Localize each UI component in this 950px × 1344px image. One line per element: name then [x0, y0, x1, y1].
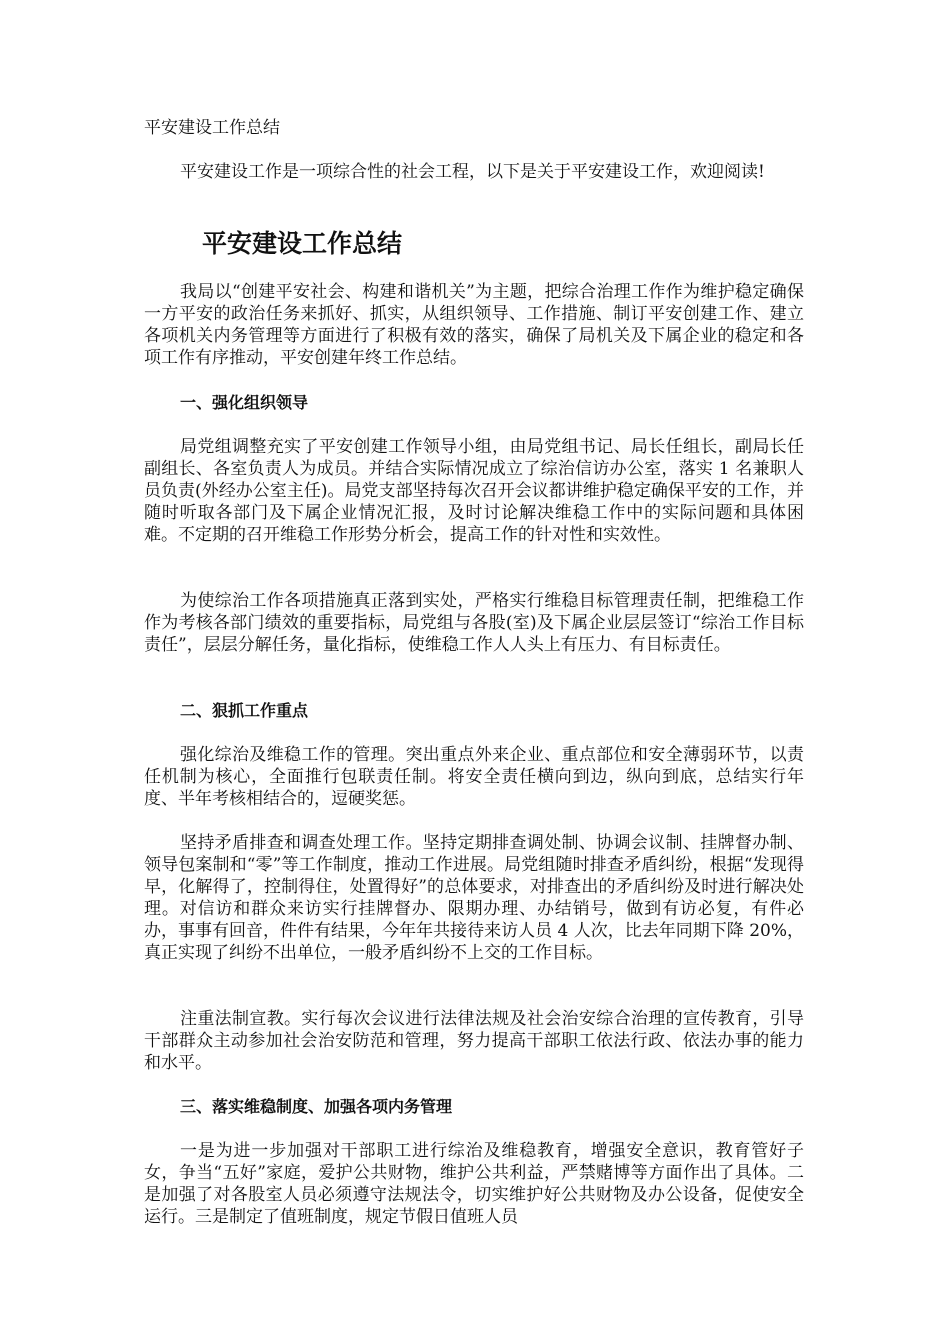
section-heading-2	[144, 700, 804, 722]
main-title: 平安建设工作总结	[202, 229, 403, 258]
body-paragraph-1	[144, 436, 804, 546]
paragraph-text: 为使综治工作各项措施真正落到实处，严格实行维稳目标管理责任制，把维稳工作作为考核各部门绩效的重要指标，局党组与各股(室)及下属企业层层签订“综治工作目标责任”，层层分解任务，量化指标，使维稳工作人人头上有压力、有目标责任。	[144, 591, 804, 655]
paragraph-text: 强化综治及维稳工作的管理。突出重点外来企业、重点部位和安全薄弱环节，以责任机制为核心，全面推行包联责任制。将安全责任横向到边，纵向到底，总结实行年度、半年考核相结合的，逗硬奖惩。	[144, 745, 804, 809]
paragraph-text: 一是为进一步加强对干部职工进行综治及维稳教育，增强安全意识，教育管好子女，争当“五好”家庭，爱护公共财物，维护公共利益，严禁赌博等方面作出了具体。二是加强了对各股室人员必须遵守法规法令，切实维护好公共财物及办公设备，促使安全运行。三是制定了值班制度，规定节假日值班人员	[144, 1141, 804, 1227]
intro-paragraph: 平安建设工作是一项综合性的社会工程，以下是关于平安建设工作，欢迎阅读!	[180, 162, 765, 182]
paragraph-text: 局党组调整充实了平安创建工作领导小组，由局党组书记、局长任组长，副局长任副组长、各室负责人为成员。并结合实际情况成立了综治信访办公室，落实 1 名兼职人员负责(外经办公室主任)。局党支部坚持每次召开会议都讲维护稳定确保平安的工作，并随时听取各部门及下属企业情况汇报，及时讨论解决维稳工作中的实际问题和具体困难。不定期的召开维稳工作形势分析会，提高工作的针对性和实效性。	[144, 437, 804, 545]
heading-text: 一、强化组织领导	[180, 393, 309, 412]
heading-text: 三、落实维稳制度、加强各项内务管理	[180, 1097, 453, 1116]
body-paragraph-5	[144, 1008, 804, 1074]
heading-text: 二、狠抓工作重点	[180, 701, 309, 720]
section-heading-1	[144, 392, 804, 414]
body-paragraph-6	[144, 1140, 804, 1228]
document-label: 平安建设工作总结	[144, 118, 280, 138]
section-heading-3	[144, 1096, 804, 1118]
body-paragraph-3	[144, 744, 804, 810]
paragraph-text: 坚持矛盾排查和调查处理工作。坚持定期排查调处制、协调会议制、挂牌督办制、领导包案制和“零”等工作制度，推动工作进展。局党组随时排查矛盾纠纷，根据“发现得早，化解得了，控制得住，处置得好”的总体要求，对排查出的矛盾纠纷及时进行解决处理。对信访和群众来访实行挂牌督办、限期办理、办结销号，做到有访必复，有件必办，事事有回音，件件有结果，今年年共接待来访人员 4 人次，比去年同期下降 20%，真正实现了纠纷不出单位，一般矛盾纠纷不上交的工作目标。	[144, 833, 804, 963]
body-paragraph-0	[144, 281, 804, 369]
body-paragraph-2	[144, 590, 804, 656]
paragraph-text: 我局以“创建平安社会、构建和谐机关”为主题，把综合治理工作作为维护稳定确保一方平安的政治任务来抓好、抓实，从组织领导、工作措施、制订平安创建工作、建立各项机关内务管理等方面进行了积极有效的落实，确保了局机关及下属企业的稳定和各项工作有序推动，平安创建年终工作总结。	[144, 282, 804, 368]
paragraph-text: 注重法制宣教。实行每次会议进行法律法规及社会治安综合治理的宣传教育，引导干部群众主动参加社会治安防范和管理，努力提高干部职工依法行政、依法办事的能力和水平。	[144, 1009, 804, 1073]
body-paragraph-4	[144, 832, 804, 964]
